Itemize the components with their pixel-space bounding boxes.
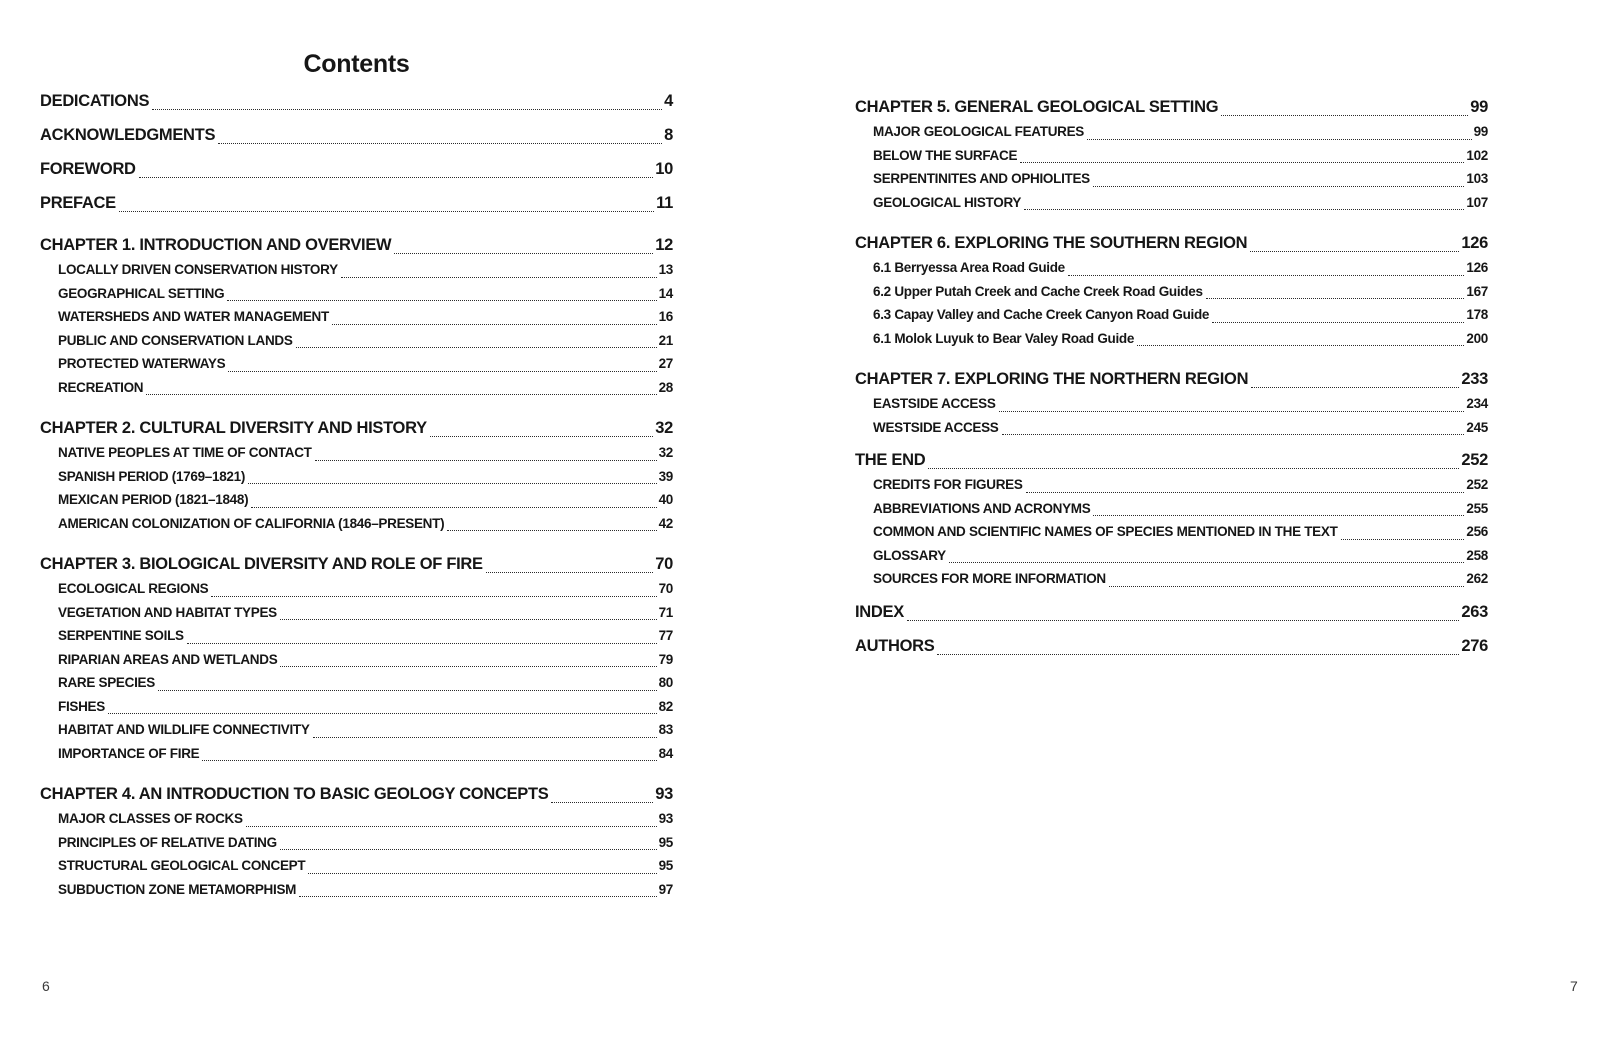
dot-leader-icon <box>928 468 1459 469</box>
dot-leader-icon <box>228 371 656 372</box>
toc-entry <box>40 807 673 831</box>
dot-leader-icon <box>937 654 1459 655</box>
toc-entry-label: AUTHORS <box>855 636 935 655</box>
toc-entry <box>855 392 1488 416</box>
toc-page-number: 14 <box>658 285 673 301</box>
toc-entry-label: INDEX <box>855 602 904 621</box>
toc-entry-label: GEOGRAPHICAL SETTING <box>58 285 225 301</box>
toc-page-number: 79 <box>658 651 673 667</box>
toc-entry-label: SERPENTINE SOILS <box>58 628 184 643</box>
toc-page-number: 12 <box>655 236 673 254</box>
toc-entry-label: RARE SPECIES <box>58 675 155 690</box>
toc-entry-label: 6.1 Molok Luyuk to Bear Valey Road Guide <box>873 330 1135 346</box>
dot-leader-icon <box>108 713 657 714</box>
toc-entry <box>855 167 1488 191</box>
toc-entry-label: MAJOR GEOLOGICAL FEATURES <box>873 124 1085 139</box>
toc-page-number: 107 <box>1466 194 1488 210</box>
toc-entry-label: SERPENTINITES AND OPHIOLITES <box>873 171 1090 186</box>
toc-page-number: 10 <box>655 160 673 178</box>
toc-page-number: 95 <box>658 858 673 873</box>
toc-entry-list-right <box>855 95 1488 659</box>
toc-entry <box>40 718 673 742</box>
toc-page-number: 93 <box>658 811 673 826</box>
toc-entry-label: PRINCIPLES OF RELATIVE DATING <box>58 834 277 850</box>
toc-entry <box>855 473 1488 497</box>
toc-page-number: 71 <box>658 604 673 620</box>
toc-page-number: 21 <box>658 332 673 348</box>
dot-leader-icon <box>227 300 656 301</box>
toc-entry-label: ABBREVIATIONS AND ACRONYMS <box>873 500 1091 516</box>
toc-entry <box>40 441 673 465</box>
dot-leader-icon <box>152 109 662 110</box>
toc-page-number: 70 <box>658 581 673 596</box>
toc-entry <box>855 231 1488 256</box>
toc-entry <box>40 512 673 536</box>
toc-entry <box>855 448 1488 473</box>
toc-entry <box>855 497 1488 521</box>
toc-entry <box>855 567 1488 591</box>
dot-leader-icon <box>299 896 656 897</box>
toc-entry <box>40 671 673 695</box>
toc-entry <box>855 144 1488 168</box>
dot-leader-icon <box>1026 492 1465 493</box>
toc-page-number: 32 <box>658 445 673 460</box>
dot-leader-icon <box>332 324 657 325</box>
dot-leader-icon <box>139 177 654 178</box>
toc-entry <box>40 416 673 441</box>
toc-entry <box>40 157 673 182</box>
toc-page-number: 84 <box>658 745 673 761</box>
toc-page-number: 103 <box>1466 171 1488 186</box>
dot-leader-icon <box>1251 387 1459 388</box>
toc-page-number: 39 <box>658 468 673 484</box>
toc-entry-label: WESTSIDE ACCESS <box>873 419 999 435</box>
toc-entry <box>855 600 1488 625</box>
toc-entry <box>855 191 1488 215</box>
toc-page-number: 42 <box>658 515 673 531</box>
toc-entry <box>855 544 1488 568</box>
toc-entry-label: PREFACE <box>40 194 116 212</box>
toc-page-number: 256 <box>1466 524 1488 539</box>
toc-entry-label: IMPORTANCE OF FIRE <box>58 745 200 761</box>
toc-entry <box>855 634 1488 659</box>
toc-entry-label: CHAPTER 1. INTRODUCTION AND OVERVIEW <box>40 236 392 254</box>
toc-page-number: 93 <box>655 785 673 803</box>
toc-page-number: 102 <box>1466 147 1488 163</box>
toc-entry-label: STRUCTURAL GEOLOGICAL CONCEPT <box>58 858 306 873</box>
dot-leader-icon <box>1341 539 1465 540</box>
toc-page-number: 262 <box>1466 571 1488 586</box>
toc-page-number: 258 <box>1466 547 1488 563</box>
toc-page-number: 126 <box>1461 234 1488 252</box>
toc-page-number: 167 <box>1466 283 1488 299</box>
toc-entry <box>40 376 673 400</box>
dot-leader-icon <box>158 690 657 691</box>
dot-leader-icon <box>315 460 657 461</box>
page-number-right: 7 <box>1570 978 1578 994</box>
dot-leader-icon <box>296 347 657 348</box>
toc-entry-label: RIPARIAN AREAS AND WETLANDS <box>58 651 278 667</box>
toc-entry-list-left <box>40 89 673 901</box>
dot-leader-icon <box>218 143 662 144</box>
toc-entry <box>855 280 1488 304</box>
toc-page-number: 178 <box>1466 307 1488 322</box>
toc-entry <box>40 488 673 512</box>
toc-entry <box>40 329 673 353</box>
toc-page-number: 13 <box>658 262 673 277</box>
toc-entry <box>40 624 673 648</box>
toc-page-number: 11 <box>656 194 673 212</box>
toc-page-number: 95 <box>658 834 673 850</box>
toc-entry-label: SPANISH PERIOD (1769–1821) <box>58 468 246 484</box>
toc-entry <box>40 191 673 216</box>
toc-entry <box>40 601 673 625</box>
dot-leader-icon <box>187 643 657 644</box>
dot-leader-icon <box>1093 515 1464 516</box>
toc-entry <box>40 305 673 329</box>
toc-entry-label: BELOW THE SURFACE <box>873 147 1018 163</box>
toc-page-number: 82 <box>658 698 673 714</box>
dot-leader-icon <box>907 620 1459 621</box>
dot-leader-icon <box>949 562 1465 563</box>
toc-entry-label: WATERSHEDS AND WATER MANAGEMENT <box>58 309 329 324</box>
toc-entry-label: FOREWORD <box>40 160 136 178</box>
dot-leader-icon <box>1212 322 1464 323</box>
toc-entry-label: COMMON AND SCIENTIFIC NAMES OF SPECIES MENTIONED IN THE TEXT <box>873 524 1338 539</box>
toc-page-number: 27 <box>658 356 673 371</box>
dot-leader-icon <box>999 411 1465 412</box>
toc-page-number: 252 <box>1466 477 1488 492</box>
dot-leader-icon <box>551 802 653 803</box>
dot-leader-icon <box>280 619 657 620</box>
toc-entry-label: LOCALLY DRIVEN CONSERVATION HISTORY <box>58 262 338 277</box>
dot-leader-icon <box>246 826 657 827</box>
contents-title: Contents <box>303 50 410 78</box>
toc-entry <box>40 742 673 766</box>
toc-entry-label: CHAPTER 4. AN INTRODUCTION TO BASIC GEOLOGY CONCEPTS <box>40 785 549 803</box>
dot-leader-icon <box>248 483 657 484</box>
toc-entry <box>40 233 673 258</box>
page-number-left: 6 <box>42 978 50 994</box>
dot-leader-icon <box>1250 251 1459 252</box>
toc-entry-label: GEOLOGICAL HISTORY <box>873 194 1022 210</box>
toc-entry <box>40 352 673 376</box>
toc-entry <box>855 95 1488 120</box>
toc-entry <box>40 89 673 114</box>
toc-entry-label: PUBLIC AND CONSERVATION LANDS <box>58 332 293 348</box>
toc-entry-label: MEXICAN PERIOD (1821–1848) <box>58 492 249 507</box>
toc-entry <box>40 648 673 672</box>
toc-entry-label: CHAPTER 3. BIOLOGICAL DIVERSITY AND ROLE OF FIRE <box>40 555 483 573</box>
toc-entry-label: CHAPTER 6. EXPLORING THE SOUTHERN REGION <box>855 234 1248 252</box>
dot-leader-icon <box>1221 115 1468 116</box>
toc-page-number: 252 <box>1461 451 1488 469</box>
dot-leader-icon <box>1093 186 1465 187</box>
toc-entry-label: SUBDUCTION ZONE METAMORPHISM <box>58 881 297 897</box>
toc-entry-label: 6.2 Upper Putah Creek and Cache Creek Road Guides <box>873 283 1203 299</box>
toc-entry-label: HABITAT AND WILDLIFE CONNECTIVITY <box>58 722 310 737</box>
toc-entry <box>40 782 673 807</box>
toc-page-number: 263 <box>1461 602 1488 621</box>
toc-page-number: 276 <box>1461 636 1488 655</box>
toc-page-number: 40 <box>658 492 673 507</box>
toc-page-number: 77 <box>658 628 673 643</box>
toc-entry <box>40 123 673 148</box>
toc-entry-label: VEGETATION AND HABITAT TYPES <box>58 604 277 620</box>
toc-page-number: 99 <box>1473 124 1488 139</box>
dot-leader-icon <box>1109 586 1465 587</box>
toc-page-number: 8 <box>664 126 673 144</box>
dot-leader-icon <box>1020 162 1464 163</box>
dot-leader-icon <box>251 507 656 508</box>
toc-page-number: 32 <box>655 419 673 437</box>
dot-leader-icon <box>394 253 653 254</box>
contents-page-left <box>40 40 673 901</box>
toc-entry <box>40 258 673 282</box>
toc-entry-label: CHAPTER 5. GENERAL GEOLOGICAL SETTING <box>855 98 1219 116</box>
dot-leader-icon <box>146 394 656 395</box>
toc-page-number: 99 <box>1470 98 1488 116</box>
toc-entry <box>40 878 673 902</box>
toc-page-number: 4 <box>664 92 673 110</box>
toc-entry <box>855 120 1488 144</box>
toc-entry <box>855 327 1488 351</box>
toc-entry-label: EASTSIDE ACCESS <box>873 396 996 411</box>
toc-entry-label: DEDICATIONS <box>40 92 150 110</box>
toc-page-number: 16 <box>658 309 673 324</box>
toc-page-number: 97 <box>658 881 673 897</box>
dot-leader-icon <box>1137 345 1464 346</box>
contents-page-right <box>855 78 1488 659</box>
toc-entry <box>855 520 1488 544</box>
toc-page-number: 245 <box>1466 419 1488 435</box>
toc-entry-label: 6.1 Berryessa Area Road Guide <box>873 260 1065 275</box>
toc-entry-label: CHAPTER 7. EXPLORING THE NORTHERN REGION <box>855 370 1249 388</box>
toc-entry <box>40 695 673 719</box>
dot-leader-icon <box>313 737 657 738</box>
toc-entry <box>855 416 1488 440</box>
toc-entry-label: SOURCES FOR MORE INFORMATION <box>873 571 1106 586</box>
toc-entry <box>40 465 673 489</box>
dot-leader-icon <box>1087 139 1472 140</box>
toc-page-number: 83 <box>658 722 673 737</box>
toc-entry-label: FISHES <box>58 698 105 714</box>
toc-entry-label: CHAPTER 2. CULTURAL DIVERSITY AND HISTORY <box>40 419 427 437</box>
dot-leader-icon <box>211 596 656 597</box>
toc-entry-label: AMERICAN COLONIZATION OF CALIFORNIA (1846–PRESENT) <box>58 515 445 531</box>
toc-entry-label: MAJOR CLASSES OF ROCKS <box>58 811 243 826</box>
toc-entry <box>40 552 673 577</box>
toc-page-number: 255 <box>1466 500 1488 516</box>
toc-entry-label: RECREATION <box>58 379 144 395</box>
dot-leader-icon <box>430 436 653 437</box>
toc-entry-label: ACKNOWLEDGMENTS <box>40 126 216 144</box>
toc-entry-label: THE END <box>855 451 926 469</box>
toc-entry <box>40 831 673 855</box>
dot-leader-icon <box>308 873 656 874</box>
toc-entry-label: 6.3 Capay Valley and Cache Creek Canyon Road Guide <box>873 307 1210 322</box>
dot-leader-icon <box>341 277 657 278</box>
toc-page-number: 28 <box>658 379 673 395</box>
toc-entry-label: CREDITS FOR FIGURES <box>873 477 1023 492</box>
dot-leader-icon <box>119 211 654 212</box>
toc-entry-label: ECOLOGICAL REGIONS <box>58 581 209 596</box>
toc-page-number: 233 <box>1461 370 1488 388</box>
toc-entry-label: NATIVE PEOPLES AT TIME OF CONTACT <box>58 445 312 460</box>
toc-entry <box>40 854 673 878</box>
dot-leader-icon <box>1206 298 1465 299</box>
toc-entry <box>40 282 673 306</box>
toc-entry-label: GLOSSARY <box>873 547 946 563</box>
toc-entry <box>855 303 1488 327</box>
dot-leader-icon <box>447 530 656 531</box>
dot-leader-icon <box>486 572 653 573</box>
dot-leader-icon <box>1024 209 1464 210</box>
toc-entry <box>855 367 1488 392</box>
toc-entry <box>40 577 673 601</box>
toc-page-number: 200 <box>1466 330 1488 346</box>
toc-entry <box>855 256 1488 280</box>
dot-leader-icon <box>280 666 656 667</box>
dot-leader-icon <box>202 760 656 761</box>
toc-page-number: 234 <box>1466 396 1488 411</box>
toc-page-number: 126 <box>1466 260 1488 275</box>
toc-entry-label: PROTECTED WATERWAYS <box>58 356 226 371</box>
toc-page-number: 80 <box>658 675 673 690</box>
dot-leader-icon <box>1068 275 1464 276</box>
toc-page-number: 70 <box>655 555 673 573</box>
dot-leader-icon <box>280 849 657 850</box>
dot-leader-icon <box>1002 434 1465 435</box>
